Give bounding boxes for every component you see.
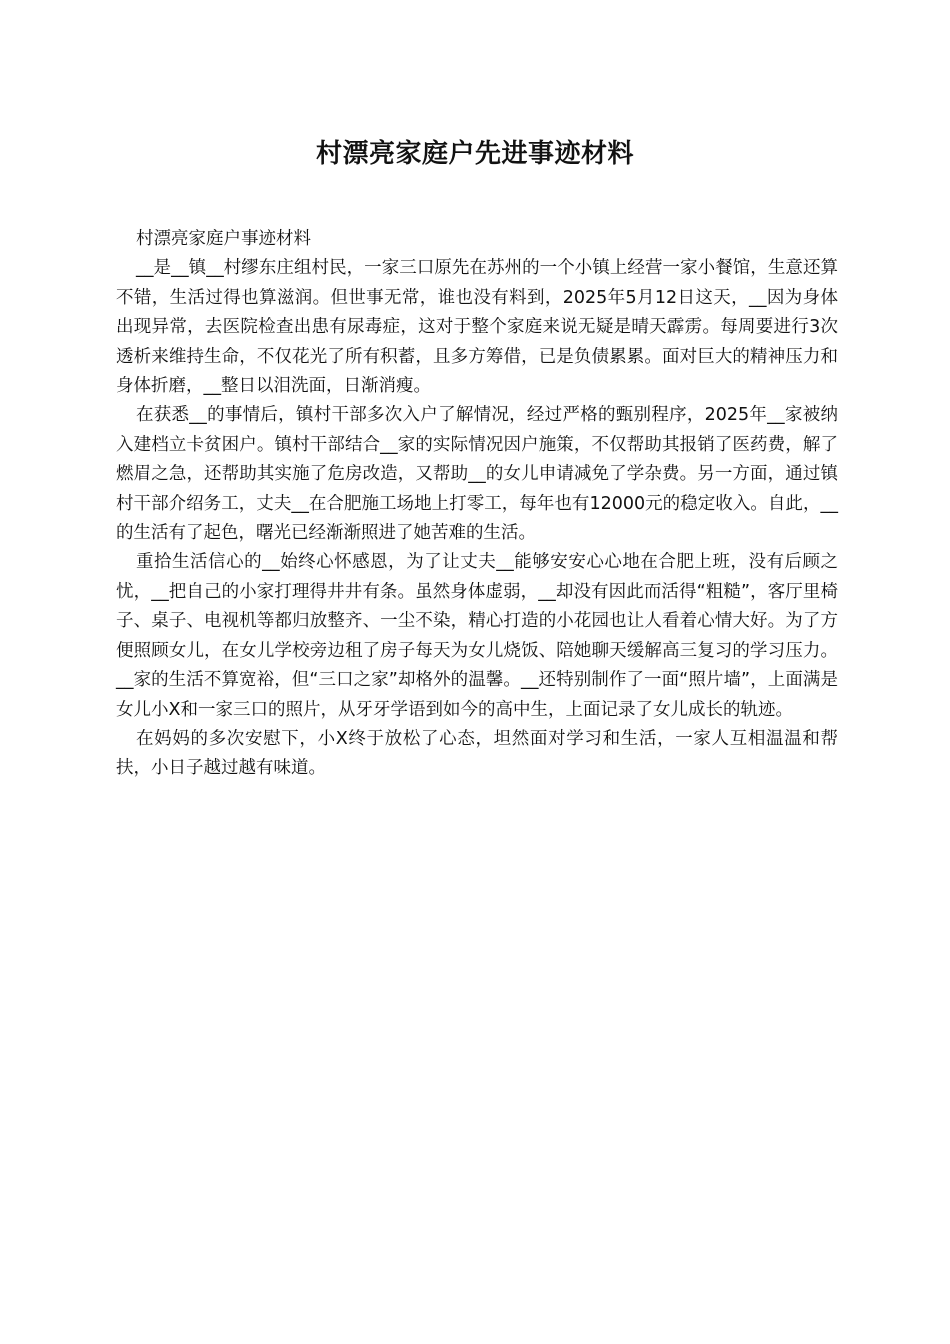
paragraph: __是__镇__村缪东庄组村民，一家三口原先在苏州的一个小镇上经营一家小餐馆，生意还算不错，生活过得也算滋润。但世事无常，谁也没有料到，2025年5月12日这天，__因为身体出现异常，去医院检查出患有尿毒症，这对于整个家庭来说无疑是晴天霹雳。每周要进行3次透析来维持生命，不仅花光了所有积蓄，且多方筹借，已是负债累累。面对巨大的精神压力和身体折磨，__整日以泪洗面，日渐消瘦。 bbox=[116, 258, 838, 397]
paragraph: 重拾生活信心的__始终心怀感恩，为了让丈夫__能够安安心心地在合肥上班，没有后顾之忧，__把自己的小家打理得井井有条。虽然身体虚弱，__却没有因此而活得“粗糙”，客厅里椅子、桌子、电视机等都归放整齐、一尘不染，精心打造的小花园也让人看着心情大好。为了方便照顾女儿，在女儿学校旁边租了房子每天为女儿烧饭、陪她聊天缓解高三复习的学习压力。__家的生活不算宽裕，但“三口之家”却格外的温馨。__还特别制作了一面“照片墙”，上面满是女儿小X和一家三口的照片，从牙牙学语到如今的高中生，上面记录了女儿成长的轨迹。 bbox=[116, 552, 838, 720]
document-body bbox=[116, 225, 838, 784]
paragraph: 在妈妈的多次安慰下，小X终于放松了心态，坦然面对学习和生活，一家人互相温温和帮扶，小日子越过越有味道。 bbox=[116, 728, 838, 779]
document-subtitle: 村漂亮家庭户事迹材料 bbox=[136, 229, 311, 249]
paragraph: 在获悉__的事情后，镇村干部多次入户了解情况，经过严格的甄别程序，2025年__家被纳入建档立卡贫困户。镇村干部结合__家的实际情况因户施策，不仅帮助其报销了医药费，解了燃眉之急，还帮助其实施了危房改造，又帮助__的女儿申请减免了学杂费。另一方面，通过镇村干部介绍务工，丈夫__在合肥施工场地上打零工，每年也有12000元的稳定收入。自此，__的生活有了起色，曙光已经渐渐照进了她苦难的生活。 bbox=[116, 405, 838, 544]
document-title: 村漂亮家庭户先进事迹材料 bbox=[315, 139, 634, 169]
